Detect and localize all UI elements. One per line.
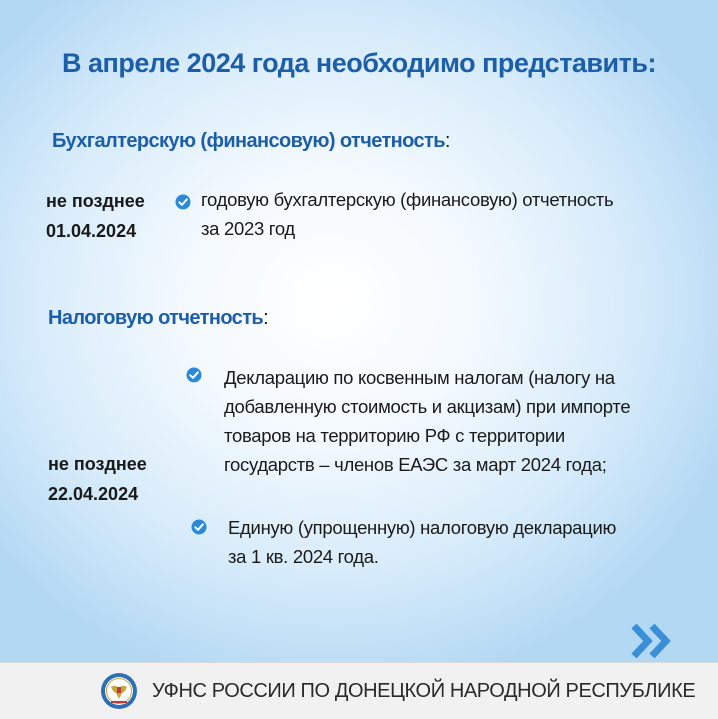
tax-heading-text: Налоговую отчетность bbox=[48, 307, 264, 329]
tax-item-simplified-declaration bbox=[228, 513, 616, 571]
check-circle-icon bbox=[175, 194, 191, 210]
check-circle-icon bbox=[191, 519, 207, 535]
footer-bar bbox=[0, 662, 718, 719]
tax-item-line: государств – членов ЕАЭС за март 2024 года; bbox=[224, 454, 607, 475]
tax-heading-colon: : bbox=[263, 307, 269, 329]
tax-item-line: Единую (упрощенную) налоговую декларацию bbox=[228, 517, 617, 538]
accounting-deadline-date: 01.04.2024 bbox=[46, 221, 137, 241]
footer-organization-name: УФНС РОССИИ ПО ДОНЕЦКОЙ НАРОДНОЙ РЕСПУБЛИКЕ bbox=[152, 680, 696, 702]
fns-emblem-icon bbox=[100, 672, 138, 710]
accounting-heading-text: Бухгалтерскую (финансовую) отчетность bbox=[52, 130, 445, 152]
accounting-heading bbox=[52, 130, 450, 153]
accounting-item bbox=[201, 185, 613, 243]
tax-item-line: добавленную стоимость и акцизам) при импорте bbox=[224, 396, 631, 417]
tax-deadline bbox=[48, 449, 147, 509]
accounting-item-line: за 2023 год bbox=[201, 218, 295, 239]
tax-item-line: Декларацию по косвенным налогам (налогу на bbox=[224, 367, 615, 388]
accounting-deadline-label: не позднее bbox=[46, 191, 145, 211]
tax-deadline-label: не позднее bbox=[48, 454, 147, 474]
tax-deadline-date: 22.04.2024 bbox=[48, 484, 139, 504]
tax-item-vat-declaration bbox=[224, 363, 630, 479]
double-chevron-right-icon[interactable] bbox=[630, 622, 678, 660]
tax-heading bbox=[48, 307, 268, 330]
accounting-deadline bbox=[46, 186, 145, 246]
page-title: В апреле 2024 года необходимо представить: bbox=[62, 48, 656, 78]
accounting-heading-colon: : bbox=[444, 130, 450, 152]
accounting-item-line: годовую бухгалтерскую (финансовую) отчетность bbox=[201, 189, 614, 210]
tax-item-line: товаров на территорию РФ с территории bbox=[224, 425, 565, 446]
check-circle-icon bbox=[186, 367, 202, 383]
tax-item-line: за 1 кв. 2024 года. bbox=[228, 546, 379, 567]
